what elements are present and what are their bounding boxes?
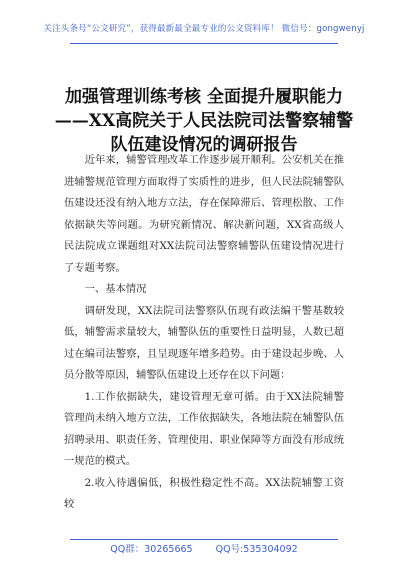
document-title [40,85,368,157]
paragraph-intro: 近年来，辅警管理改革工作逐步展开顺利。公安机关在推进辅警规范管理方面取得了实质性的进步，但人民法院辅警队伍建设还没有纳入地方立法，存在保障滞后、管理松散、工作依据缺失等问题。为研究新情况、解决新问题，XX省高级人民法院成立课题组对XX法院司法警察辅警队伍建设情况进行了专题考察。 [64,154,344,274]
footer-qq: QQ号:535304092 [215,544,298,555]
paragraph-issue-1: 1.工作依据缺失，建设管理无章可循。由于XX法院辅警管理尚未纳入地方立法，工作依据缺失，各地法院在辅警队伍招聘录用、职责任务、管理使用、职业保障等方面没有形成统一规范的模式。 [64,390,344,467]
header-divider [70,43,338,44]
paragraph-findings: 调研发现，XX法院司法警察队伍现有政法编干警基数较低，辅警需求量较大，辅警队伍的重要性日益明显，人数已超过在编司法警察，且呈现逐年增多趋势。由于建设起步晚、人员分散等原因，辅警队伍建设上还存在以下问题： [64,304,344,381]
paragraph-issue-2: 2.收入待遇偏低，积极性稳定性不高。XX法院辅警工资较 [64,476,344,510]
document-body [64,150,344,516]
footer-qq-group: QQ群：30265665 [110,544,193,555]
footer-divider [70,539,338,540]
header-banner: 关注头条号“公文研究”，获得最新最全最专业的公文资料库！ 微信号：gongwenyj [43,24,365,34]
title-line-3: 队伍建设情况的调研报告 [110,135,298,155]
title-line-2: ——XX高院关于人民法院司法警察辅警 [54,111,354,131]
footer [0,541,408,555]
title-line-1: 加强管理训练考核 全面提升履职能力 [65,87,343,107]
section-heading-basic-situation: 一、基本情况 [84,283,147,295]
